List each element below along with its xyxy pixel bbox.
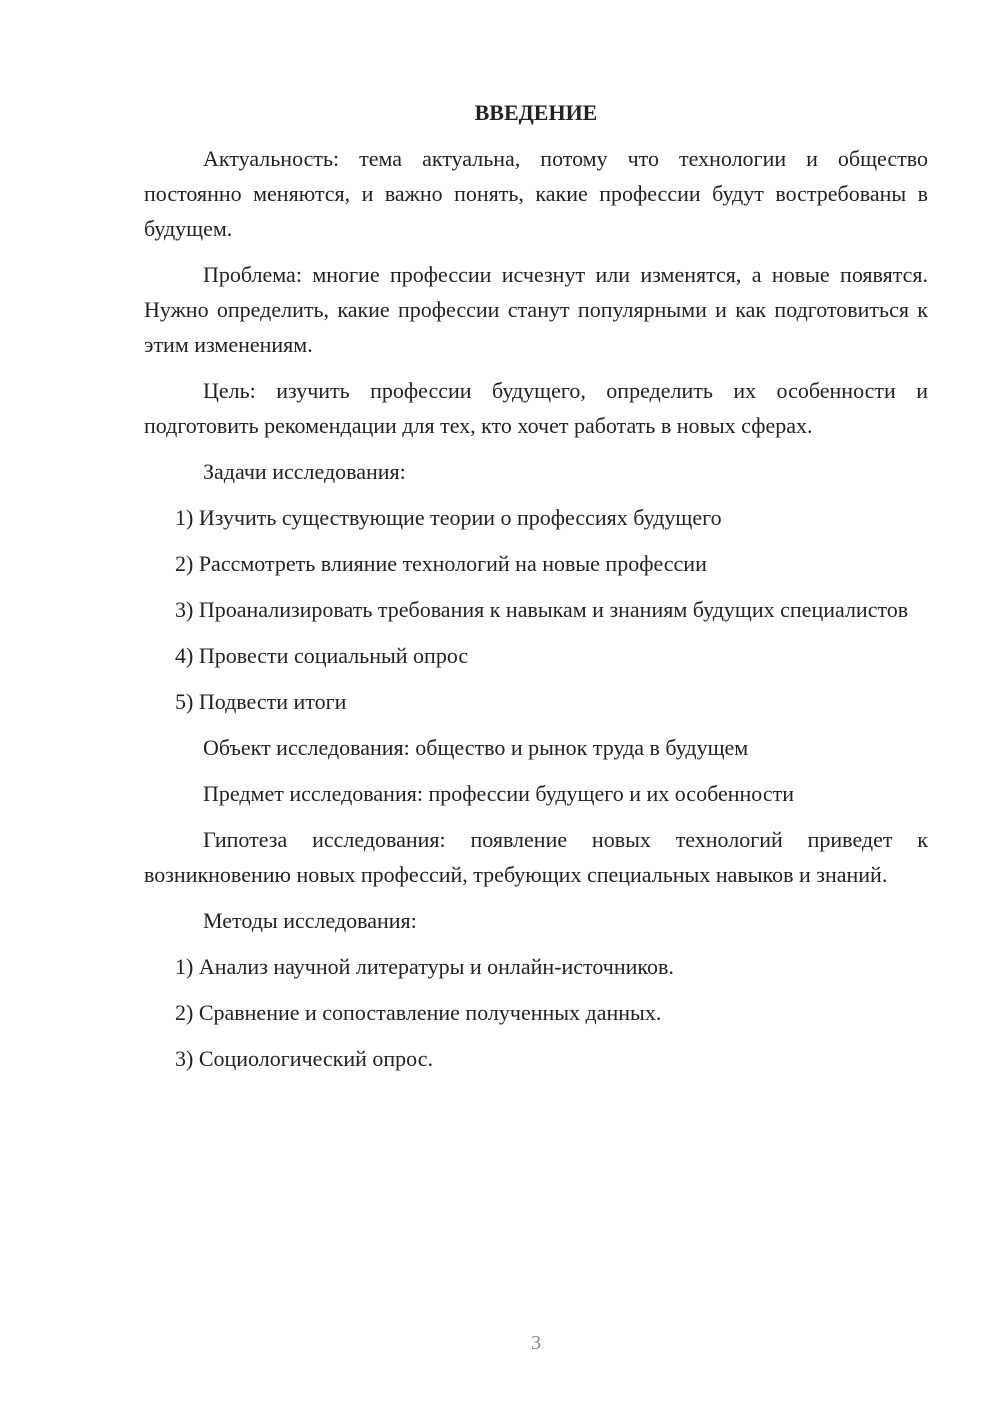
task-item: 5) Подвести итоги <box>175 689 347 714</box>
object-paragraph: Объект исследования: общество и рынок труда в будущем <box>203 735 749 760</box>
document-page <box>144 95 928 1087</box>
task-item: 4) Провести социальный опрос <box>175 643 469 668</box>
relevance-paragraph: Актуальность: тема актуальна, потому что технологии и общество постоянно меняются, и важно понять, какие профессии будут востребованы в будущем. <box>144 146 928 241</box>
section-heading: ВВЕДЕНИЕ <box>474 100 598 125</box>
problem-paragraph: Проблема: многие профессии исчезнут или изменятся, а новые появятся. Нужно определить, какие профессии станут популярными и как подготовиться к этим изменениям. <box>144 262 928 357</box>
tasks-label: Задачи исследования: <box>203 459 406 484</box>
goal-paragraph: Цель: изучить профессии будущего, определить их особенности и подготовить рекомендации для тех, кто хочет работать в новых сферах. <box>144 378 928 438</box>
task-item: 2) Рассмотреть влияние технологий на новые профессии <box>175 551 707 576</box>
method-item: 1) Анализ научной литературы и онлайн-источников. <box>175 954 674 979</box>
method-item: 2) Сравнение и сопоставление полученных данных. <box>175 1000 662 1025</box>
task-item: 1) Изучить существующие теории о профессиях будущего <box>175 505 722 530</box>
task-item: 3) Проанализировать требования к навыкам и знаниям будущих специалистов <box>175 597 909 622</box>
subject-paragraph: Предмет исследования: профессии будущего и их особенности <box>203 781 794 806</box>
methods-label: Методы исследования: <box>203 908 417 933</box>
hypothesis-paragraph: Гипотеза исследования: появление новых технологий приведет к возникновению новых профессий, требующих специальных навыков и знаний. <box>144 827 928 887</box>
method-item: 3) Социологический опрос. <box>175 1046 433 1071</box>
page-number: 3 <box>531 1332 541 1354</box>
